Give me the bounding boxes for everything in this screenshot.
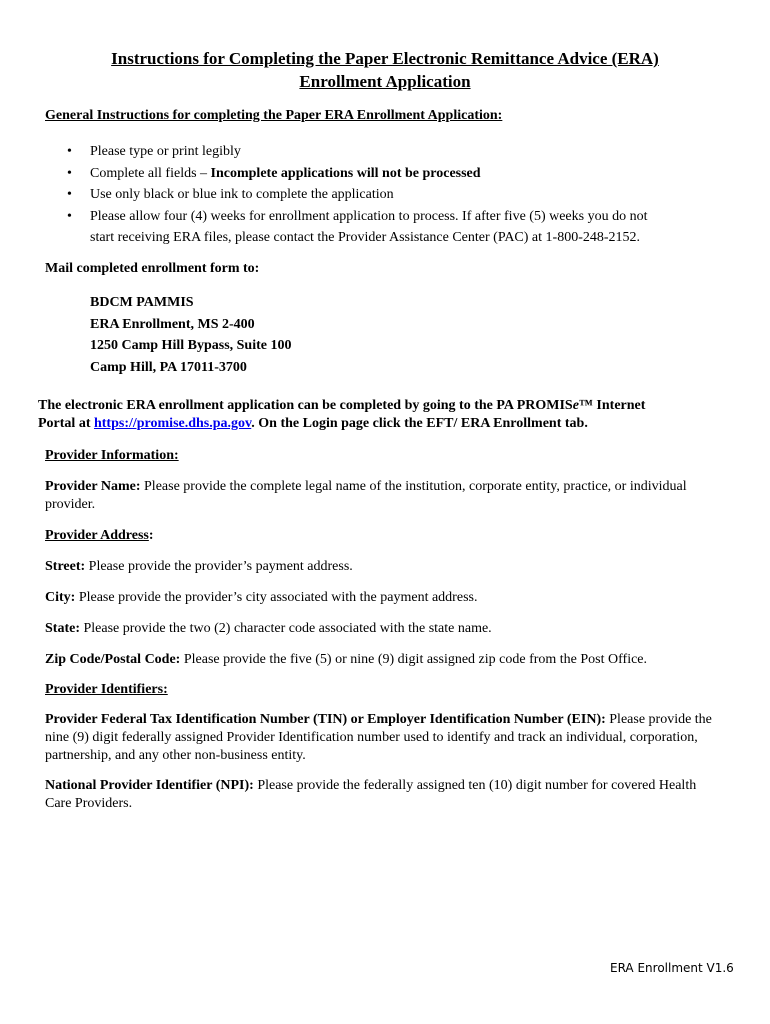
provider-information-heading: Provider Information: — [45, 448, 179, 463]
tin-section: Provider Federal Tax Identification Number (TIN) or Employer Identification Number (EIN): Please provide the nine (9) digit federally assigned Provider Identification number used to identify and track an individual, corporation, partnership, and any other non-business entity. — [45, 712, 712, 763]
mail-heading: Mail completed enrollment form to: — [45, 261, 260, 276]
list-item: • Use only black or blue ink to complete the application — [45, 184, 705, 206]
general-instructions-list — [45, 141, 705, 249]
page-title — [0, 47, 770, 93]
address-line: ERA Enrollment, MS 2-400 — [90, 316, 255, 332]
bullet-icon: • — [67, 144, 72, 159]
online-enrollment-note: The electronic ERA enrollment application can be completed by going to the PA PROMISe™ Internet Portal at https://promise.dhs.pa.gov. On the Login page click the EFT/ ERA Enrollment tab. — [38, 398, 646, 431]
address-line: BDCM PAMMIS — [90, 295, 194, 310]
mailing-address — [90, 292, 291, 378]
city-section: City: Please provide the provider’s city associated with the payment address. — [45, 590, 478, 605]
address-line: Camp Hill, PA 17011-3700 — [90, 359, 247, 375]
bullet-icon: • — [67, 208, 72, 224]
list-item: • Please allow four (4) weeks for enrollment application to process. If after five (5) weeks you do not start receiving ERA files, please contact the Provider Assistance Center (PAC) at 1-800-248-2152. — [45, 206, 705, 249]
state-section: State: Please provide the two (2) character code associated with the state name. — [45, 621, 492, 636]
promise-portal-link[interactable]: https://promise.dhs.pa.gov — [93, 416, 252, 431]
title-line-2: Enrollment Application — [299, 72, 471, 91]
provider-address-heading: Provider Address: — [45, 528, 154, 543]
incomplete-warning: Incomplete applications will not be processed — [210, 165, 481, 181]
title-line-1: Instructions for Completing the Paper Electronic Remittance Advice (ERA) — [111, 49, 659, 68]
list-item: • Please type or print legibly — [45, 141, 705, 163]
list-item: • Complete all fields – Incomplete applications will not be processed — [45, 163, 705, 185]
npi-section: National Provider Identifier (NPI): Please provide the federally assigned ten (10) digit number for covered Health Care Providers. — [45, 778, 697, 811]
street-section: Street: Please provide the provider’s payment address. — [45, 559, 353, 574]
provider-name-section: Provider Name: Please provide the complete legal name of the institution, corporate entity, practice, or individual provider. — [45, 479, 687, 512]
address-line: 1250 Camp Hill Bypass, Suite 100 — [90, 338, 292, 353]
general-instructions-heading: General Instructions for completing the Paper ERA Enrollment Application: — [45, 108, 503, 123]
bullet-icon: • — [67, 187, 72, 202]
bullet-icon: • — [67, 165, 72, 181]
provider-identifiers-heading: Provider Identifiers: — [45, 682, 168, 697]
footer-version: ERA Enrollment V1.6 — [610, 961, 734, 975]
zip-section: Zip Code/Postal Code: Please provide the five (5) or nine (9) digit assigned zip code from the Post Office. — [45, 652, 648, 667]
